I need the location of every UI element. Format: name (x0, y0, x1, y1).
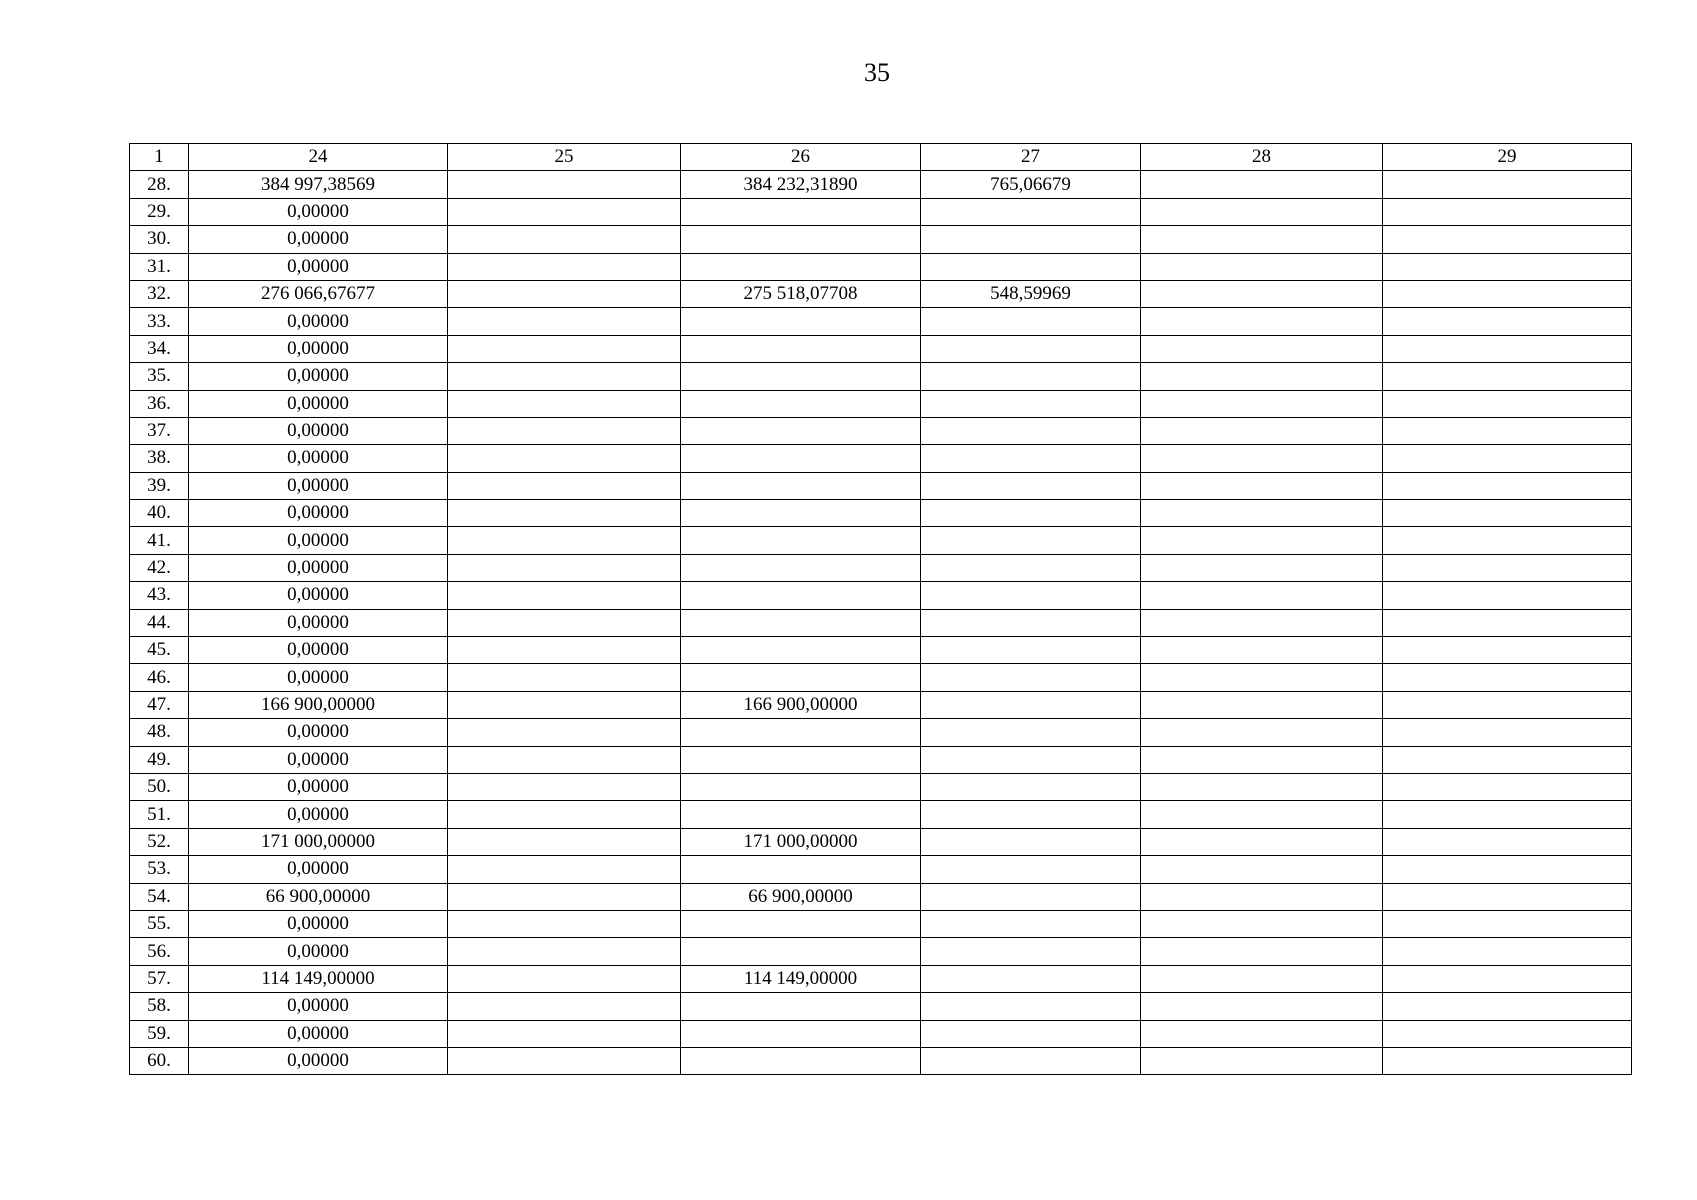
table-cell (1141, 746, 1383, 773)
table-cell (681, 773, 921, 800)
table-cell: 0,00000 (189, 445, 448, 472)
table-row (130, 308, 1632, 335)
table-row (130, 609, 1632, 636)
header-row (130, 144, 1632, 171)
column-header: 29 (1383, 144, 1632, 171)
row-number-cell: 46. (130, 664, 189, 691)
row-number-cell: 59. (130, 1020, 189, 1047)
row-number-cell: 40. (130, 500, 189, 527)
table-cell (1141, 965, 1383, 992)
table-cell (1383, 472, 1632, 499)
table-cell (1141, 691, 1383, 718)
table-cell (681, 637, 921, 664)
table-cell (448, 856, 681, 883)
table-cell (448, 171, 681, 198)
table-cell: 166 900,00000 (681, 691, 921, 718)
row-number-cell: 45. (130, 637, 189, 664)
table-row (130, 828, 1632, 855)
table-cell (1141, 856, 1383, 883)
table-cell (921, 1020, 1141, 1047)
table-cell: 0,00000 (189, 582, 448, 609)
table-cell (1383, 226, 1632, 253)
table-cell (448, 198, 681, 225)
table-cell: 0,00000 (189, 856, 448, 883)
table-cell (1383, 856, 1632, 883)
table-cell (1141, 226, 1383, 253)
row-number-cell: 57. (130, 965, 189, 992)
table-cell (921, 253, 1141, 280)
row-number-cell: 31. (130, 253, 189, 280)
table-cell (681, 445, 921, 472)
row-number-cell: 44. (130, 609, 189, 636)
table-row (130, 527, 1632, 554)
table-cell (921, 609, 1141, 636)
column-header: 27 (921, 144, 1141, 171)
table-row (130, 938, 1632, 965)
table-cell (448, 993, 681, 1020)
table-cell: 0,00000 (189, 335, 448, 362)
table-cell (448, 226, 681, 253)
table-row (130, 500, 1632, 527)
data-table (129, 143, 1632, 1075)
table-cell (681, 664, 921, 691)
column-header: 25 (448, 144, 681, 171)
table-cell (1383, 198, 1632, 225)
table-cell (1141, 883, 1383, 910)
table-row (130, 554, 1632, 581)
table-cell (921, 308, 1141, 335)
row-number-cell: 42. (130, 554, 189, 581)
table-cell (1383, 335, 1632, 362)
table-cell (921, 883, 1141, 910)
row-number-cell: 32. (130, 280, 189, 307)
table-cell (921, 719, 1141, 746)
row-number-cell: 60. (130, 1047, 189, 1074)
table-row (130, 746, 1632, 773)
table-cell: 114 149,00000 (189, 965, 448, 992)
table-cell: 548,59969 (921, 280, 1141, 307)
table-cell: 0,00000 (189, 993, 448, 1020)
table-cell: 0,00000 (189, 801, 448, 828)
row-number-cell: 58. (130, 993, 189, 1020)
table-row (130, 582, 1632, 609)
table-cell (448, 637, 681, 664)
table-cell (1383, 1020, 1632, 1047)
table-cell (1141, 198, 1383, 225)
row-number-cell: 30. (130, 226, 189, 253)
table-cell (681, 335, 921, 362)
column-header: 26 (681, 144, 921, 171)
table-cell (1383, 965, 1632, 992)
table-cell (681, 226, 921, 253)
table-cell (681, 938, 921, 965)
table-cell (448, 472, 681, 499)
table-cell (1141, 363, 1383, 390)
table-body (130, 171, 1632, 1075)
row-number-cell: 28. (130, 171, 189, 198)
table-cell (1141, 1020, 1383, 1047)
table-cell: 114 149,00000 (681, 965, 921, 992)
table-cell (921, 910, 1141, 937)
table-cell (1383, 719, 1632, 746)
table-cell (1383, 417, 1632, 444)
table-cell (448, 308, 681, 335)
table-cell (1141, 582, 1383, 609)
table-cell (1383, 445, 1632, 472)
table-cell (1141, 472, 1383, 499)
table-cell (1383, 363, 1632, 390)
column-header: 24 (189, 144, 448, 171)
table-cell (448, 527, 681, 554)
table-cell (1141, 417, 1383, 444)
table-cell: 384 232,31890 (681, 171, 921, 198)
table-cell: 0,00000 (189, 773, 448, 800)
table-cell (921, 363, 1141, 390)
table-cell (921, 856, 1141, 883)
table-cell (921, 828, 1141, 855)
table-row (130, 253, 1632, 280)
table-cell: 765,06679 (921, 171, 1141, 198)
table-row (130, 993, 1632, 1020)
table-cell (681, 719, 921, 746)
table-cell (681, 500, 921, 527)
row-number-cell: 43. (130, 582, 189, 609)
table-row (130, 417, 1632, 444)
row-number-cell: 49. (130, 746, 189, 773)
table-cell (1383, 637, 1632, 664)
table-cell (1141, 335, 1383, 362)
table-cell (1383, 280, 1632, 307)
row-number-cell: 35. (130, 363, 189, 390)
table-cell (921, 417, 1141, 444)
table-row (130, 691, 1632, 718)
table-cell (1383, 609, 1632, 636)
table-cell (448, 938, 681, 965)
table-cell: 171 000,00000 (681, 828, 921, 855)
table-cell (1383, 691, 1632, 718)
table-cell (681, 554, 921, 581)
table-cell: 0,00000 (189, 472, 448, 499)
row-number-cell: 55. (130, 910, 189, 937)
table-cell (681, 910, 921, 937)
table-cell (1141, 554, 1383, 581)
table-cell: 0,00000 (189, 253, 448, 280)
table-row (130, 171, 1632, 198)
table-row (130, 472, 1632, 499)
table-row (130, 664, 1632, 691)
table-row (130, 226, 1632, 253)
table-cell: 0,00000 (189, 226, 448, 253)
column-header: 1 (130, 144, 189, 171)
row-number-cell: 41. (130, 527, 189, 554)
row-number-cell: 56. (130, 938, 189, 965)
table-cell (1141, 773, 1383, 800)
table-cell (1383, 938, 1632, 965)
table-cell (921, 938, 1141, 965)
table-cell: 0,00000 (189, 198, 448, 225)
row-number-cell: 53. (130, 856, 189, 883)
row-number-cell: 48. (130, 719, 189, 746)
table-cell (921, 500, 1141, 527)
table-cell: 0,00000 (189, 500, 448, 527)
table-cell (681, 308, 921, 335)
table-cell (681, 856, 921, 883)
table-cell: 0,00000 (189, 363, 448, 390)
table-cell (921, 445, 1141, 472)
table-cell (921, 198, 1141, 225)
table-cell (1383, 1047, 1632, 1074)
table-cell (921, 472, 1141, 499)
table-cell (1141, 938, 1383, 965)
table-cell (448, 664, 681, 691)
table-cell (681, 527, 921, 554)
table-cell: 0,00000 (189, 308, 448, 335)
row-number-cell: 38. (130, 445, 189, 472)
table-cell (1141, 719, 1383, 746)
table-cell: 384 997,38569 (189, 171, 448, 198)
table-cell: 275 518,07708 (681, 280, 921, 307)
table-cell (1383, 801, 1632, 828)
table-cell (1383, 253, 1632, 280)
table-cell (681, 198, 921, 225)
table-cell (681, 801, 921, 828)
table-cell: 276 066,67677 (189, 280, 448, 307)
table-cell (448, 335, 681, 362)
table-cell (448, 691, 681, 718)
table-cell (448, 883, 681, 910)
table-cell (448, 1047, 681, 1074)
table-cell (448, 554, 681, 581)
table-cell (448, 390, 681, 417)
table-cell (1141, 308, 1383, 335)
table-cell (1141, 253, 1383, 280)
table-cell (1141, 609, 1383, 636)
row-number-cell: 50. (130, 773, 189, 800)
table-cell (681, 1020, 921, 1047)
table-cell: 0,00000 (189, 1047, 448, 1074)
table-cell: 0,00000 (189, 746, 448, 773)
table-row (130, 363, 1632, 390)
table-cell: 66 900,00000 (681, 883, 921, 910)
table-row (130, 1047, 1632, 1074)
row-number-cell: 52. (130, 828, 189, 855)
table-cell (1383, 171, 1632, 198)
table-cell (1141, 390, 1383, 417)
table-cell (1141, 171, 1383, 198)
table-row (130, 1020, 1632, 1047)
table-cell: 0,00000 (189, 664, 448, 691)
table-cell: 171 000,00000 (189, 828, 448, 855)
table-cell (448, 965, 681, 992)
table-cell (1141, 664, 1383, 691)
table-row (130, 801, 1632, 828)
table-cell (681, 472, 921, 499)
row-number-cell: 29. (130, 198, 189, 225)
table-cell (681, 253, 921, 280)
table-row (130, 965, 1632, 992)
table-cell (681, 582, 921, 609)
table-cell (921, 664, 1141, 691)
table-cell (1141, 1047, 1383, 1074)
table-cell (1141, 527, 1383, 554)
table-cell (448, 280, 681, 307)
table-cell (1141, 637, 1383, 664)
table-cell (1141, 828, 1383, 855)
table-cell (1383, 308, 1632, 335)
table-cell (921, 993, 1141, 1020)
table-cell: 0,00000 (189, 527, 448, 554)
row-number-cell: 37. (130, 417, 189, 444)
table-cell (921, 746, 1141, 773)
table-cell (448, 253, 681, 280)
table-cell (448, 828, 681, 855)
table-cell: 66 900,00000 (189, 883, 448, 910)
table-cell: 0,00000 (189, 390, 448, 417)
table-cell (1383, 390, 1632, 417)
table-cell: 0,00000 (189, 910, 448, 937)
table-cell (921, 527, 1141, 554)
table-row (130, 719, 1632, 746)
column-header: 28 (1141, 144, 1383, 171)
table-cell (448, 910, 681, 937)
page-number: 35 (864, 58, 890, 87)
table-cell (681, 1047, 921, 1074)
table-cell (921, 335, 1141, 362)
table-cell (1383, 773, 1632, 800)
table-cell (448, 417, 681, 444)
table-cell (681, 609, 921, 636)
table-cell (1383, 828, 1632, 855)
table-row (130, 390, 1632, 417)
table-row (130, 445, 1632, 472)
table-cell (1383, 746, 1632, 773)
table-cell (921, 582, 1141, 609)
table-cell (1383, 883, 1632, 910)
table-cell (921, 1047, 1141, 1074)
table-cell (1141, 801, 1383, 828)
row-number-cell: 33. (130, 308, 189, 335)
table-cell (681, 363, 921, 390)
table-cell (1383, 910, 1632, 937)
table-cell: 0,00000 (189, 719, 448, 746)
table-cell (448, 773, 681, 800)
table-cell (1141, 500, 1383, 527)
table-cell: 166 900,00000 (189, 691, 448, 718)
table-cell (448, 500, 681, 527)
table-row (130, 637, 1632, 664)
table-cell: 0,00000 (189, 554, 448, 581)
table-cell (681, 390, 921, 417)
table-cell (1141, 910, 1383, 937)
table-cell (921, 637, 1141, 664)
table-cell (681, 746, 921, 773)
table-cell (921, 390, 1141, 417)
table-cell (681, 417, 921, 444)
table-row (130, 280, 1632, 307)
table-cell (1141, 993, 1383, 1020)
table-cell: 0,00000 (189, 637, 448, 664)
table-row (130, 856, 1632, 883)
table-cell (448, 801, 681, 828)
table-row (130, 335, 1632, 362)
row-number-cell: 39. (130, 472, 189, 499)
table-cell: 0,00000 (189, 938, 448, 965)
table-cell (921, 554, 1141, 581)
table-cell (921, 773, 1141, 800)
table-cell (1383, 527, 1632, 554)
row-number-cell: 51. (130, 801, 189, 828)
table-cell (1383, 664, 1632, 691)
table-cell (1383, 582, 1632, 609)
table-cell (448, 1020, 681, 1047)
row-number-cell: 34. (130, 335, 189, 362)
table-cell (1141, 280, 1383, 307)
table-cell (448, 363, 681, 390)
table-cell (1383, 554, 1632, 581)
table-cell (921, 226, 1141, 253)
table-cell (1383, 500, 1632, 527)
table-cell (921, 691, 1141, 718)
table-cell: 0,00000 (189, 609, 448, 636)
table-cell: 0,00000 (189, 1020, 448, 1047)
table-cell (448, 719, 681, 746)
table-row (130, 910, 1632, 937)
table-row (130, 883, 1632, 910)
table-cell (448, 609, 681, 636)
table-cell (681, 993, 921, 1020)
table-cell (448, 445, 681, 472)
table-cell (921, 801, 1141, 828)
table-cell (1383, 993, 1632, 1020)
table-cell (1141, 445, 1383, 472)
row-number-cell: 36. (130, 390, 189, 417)
table-cell (921, 965, 1141, 992)
table-row (130, 198, 1632, 225)
row-number-cell: 54. (130, 883, 189, 910)
row-number-cell: 47. (130, 691, 189, 718)
table-cell: 0,00000 (189, 417, 448, 444)
table-cell (448, 582, 681, 609)
table-row (130, 773, 1632, 800)
table-cell (448, 746, 681, 773)
